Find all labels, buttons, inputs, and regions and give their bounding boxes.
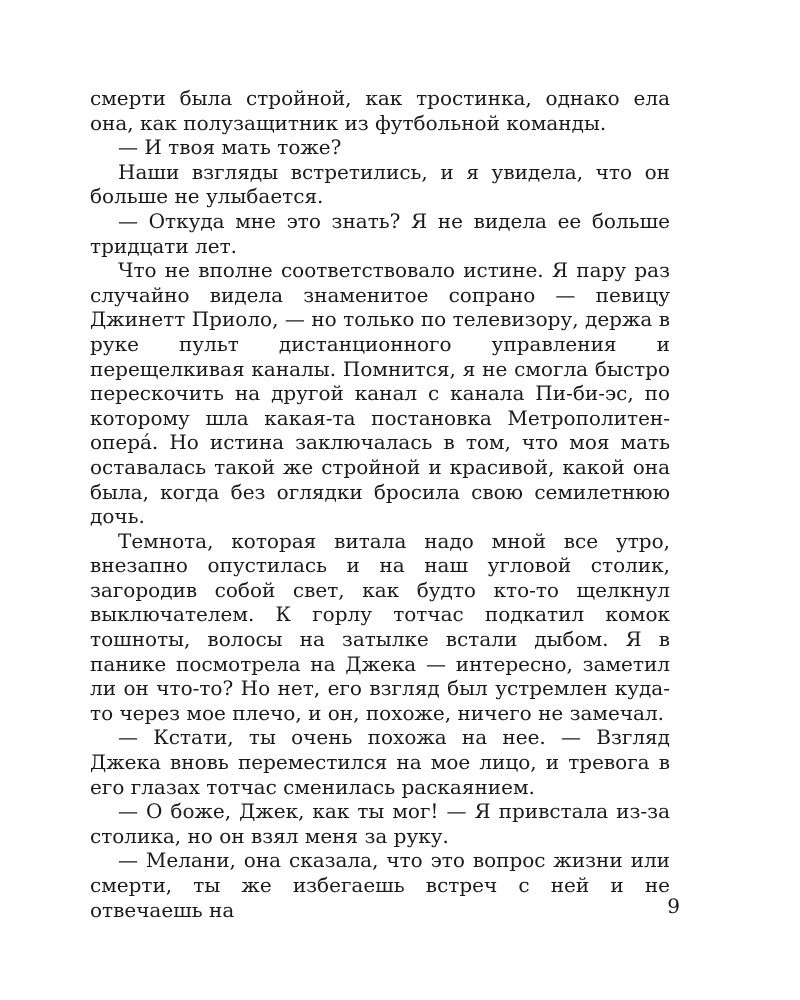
paragraph-continuation: смерти была стройной, как тростинка, однако ела она, как полузащитник из футбольной команды. xyxy=(90,86,670,135)
paragraph: Что не вполне соответствовало истине. Я пару раз случайно видела знаменитое сопрано — певицу Джинетт Приоло, — но только по телевизору, держа в руке пульт дистанционного управления и перещелкивая каналы. Помнится, я не смогла быстро перескочить на другой канал с канала Пи-би-эс, по которому шла какая-та постановка Метрополитен-оперá. Но истина заключалась в том, что моя мать оставалась такой же стройной и красивой, какой она была, когда без оглядки бросила свою семилетнюю дочь. xyxy=(90,258,670,529)
paragraph: Темнота, которая витала надо мной все утро, внезапно опустилась и на наш угловой столик, загородив собой свет, как будто кто-то щелкнул выключателем. К горлу тотчас подкатил комок тошноты, волосы на затылке встали дыбом. Я в панике посмотрела на Джека — интересно, заметил ли он что-то? Но нет, его взгляд был устремлен куда-то через мое плечо, и он, похоже, ничего не замечал. xyxy=(90,528,670,725)
paragraph-dialogue: — И твоя мать тоже? xyxy=(118,135,342,160)
paragraph-dialogue: — Откуда мне это знать? Я не видела ее больше тридцати лет. xyxy=(90,208,670,258)
page-number: 9 xyxy=(667,894,680,918)
paragraph-dialogue: — О боже, Джек, как ты мог! — Я привстала из-за столика, но он взял меня за руку. xyxy=(90,799,670,848)
paragraph-dialogue: — Кстати, ты очень похожа на нее. — Взгляд Джека вновь переместился на мое лицо, и тревога в его глазах тотчас сменилась раскаянием. xyxy=(90,725,670,799)
page-body xyxy=(90,86,670,922)
paragraph-dialogue: — Мелани, она сказала, что это вопрос жизни или смерти, ты же избегаешь встреч с ней и не отвечаешь на xyxy=(90,848,670,922)
paragraph: Наши взгляды встретились, и я увидела, что он больше не улыбается. xyxy=(90,159,670,209)
